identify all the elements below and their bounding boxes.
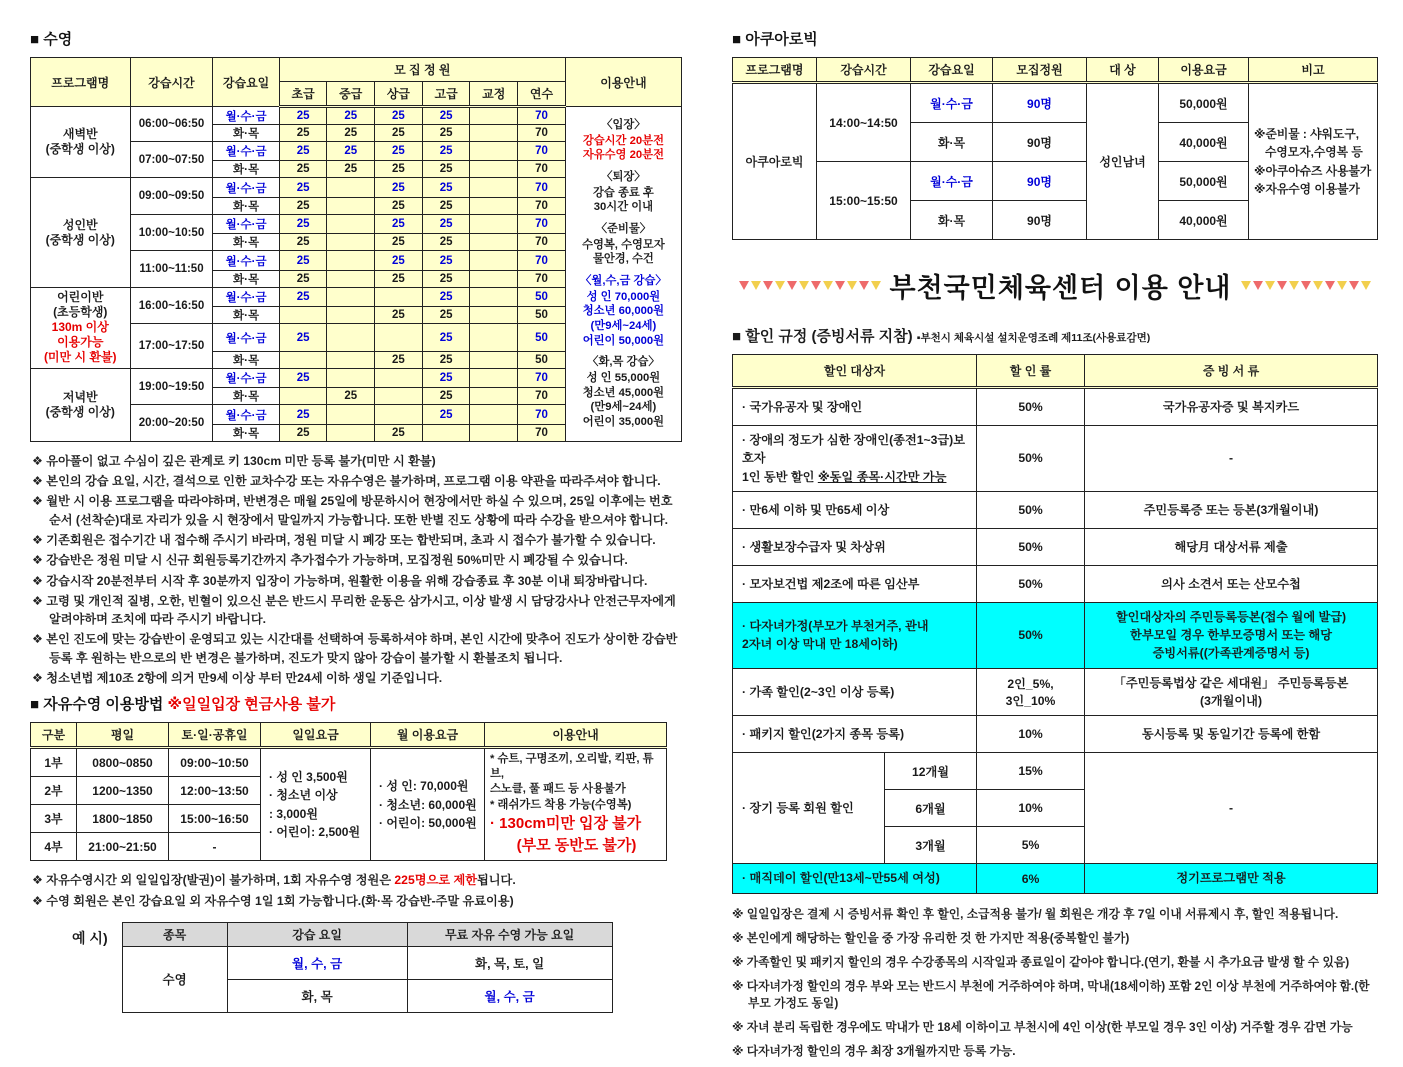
capacity-cell [375, 405, 423, 424]
right-column [732, 24, 1377, 1067]
capacity-cell: 25 [422, 107, 470, 125]
target-cell: · 장애의 정도가 심한 장애인(종전1~3급)보호자 1인 동반 할인 ※동일 종목·시간만 가능 [733, 426, 977, 492]
session-cell: 3부 [31, 805, 77, 833]
header-cell: 토·일·공휴일 [169, 723, 261, 748]
rate-cell: 50% [977, 491, 1085, 528]
capacity-cell: 25 [375, 214, 423, 233]
capacity-cell: 25 [279, 270, 327, 287]
capacity-cell: 25 [422, 161, 470, 178]
day-cell: 월·수·금 [213, 142, 279, 161]
day-cell: 화·목 [213, 234, 279, 251]
header-cell: 증 빙 서 류 [1085, 355, 1378, 388]
daily-fee-cell: · 성 인 3,500원 · 청소년 이상 : 3,000원 · 어린이: 2,500원 [261, 748, 371, 861]
capacity-cell: 25 [375, 178, 423, 197]
capacity-cell: 25 [279, 368, 327, 387]
header-cell: 월 이용요금 [371, 723, 485, 748]
capacity-cell: 25 [422, 270, 470, 287]
capacity-cell [470, 142, 518, 161]
time-cell: 06:00~06:50 [130, 107, 213, 142]
day-cell: 월·수·금 [213, 324, 279, 351]
capacity-cell: 25 [422, 368, 470, 387]
document-cell: - [1085, 753, 1378, 864]
fee-cell: 50,000원 [1159, 162, 1249, 201]
rate-cell: 50% [977, 565, 1085, 602]
day-cell: 월·수·금 [213, 287, 279, 306]
capacity-cell [470, 178, 518, 197]
header-cell: 평일 [77, 723, 169, 748]
capacity-cell: 25 [375, 197, 423, 214]
program-cell: 어린이반 (초등학생) 130m 이상 이용가능 (미만 시 환불) [31, 287, 131, 368]
discount-section-title: ■ 할인 규정 (증빙서류 지참) ▪부천시 체육시설 설치운영조례 제11조(사용료감면) [732, 328, 1151, 345]
note-item: ❖ 강습반은 정원 미달 시 신규 회원등록기간까지 추가접수가 가능하며, 모집정원 50%미만 시 폐강될 수 있습니다. [32, 553, 628, 568]
rate-cell: 50% [977, 388, 1085, 426]
note-item: ❖ 월반 시 이용 프로그램을 따라야하며, 반변경은 매월 25일에 방문하시어 현장에서만 하실 수 있으며, 25일 이후에는 번호 순서 (선착순)대로 자리가 있을 시 현장에서 말일까지 가능합니다. 또한 반별 진도 상황에 따라 수강을 받으셔야 합니다. [32, 494, 673, 527]
time-cell: 11:00~11:50 [130, 251, 213, 287]
capacity-cell [327, 234, 375, 251]
time-cell: 14:00~14:50 [817, 83, 911, 162]
note-item: ❖ 본인 진도에 맞는 강습반이 운영되고 있는 시간대를 선택하여 등록하셔야 하며, 본인 시간에 맞추어 진도가 상이한 강습반 등록 후 원하는 반으로의 반 변경은 불가하며, 진도가 맞지 않아 강습이 불가할 시 환불조치 됩니다. [32, 632, 678, 665]
period-cell: 12개월 [885, 753, 977, 790]
capacity-cell: 50 [518, 324, 566, 351]
triangle-banner-right-icon [1240, 277, 1372, 295]
header-cell: 구분 [31, 723, 77, 748]
header-cell: 비고 [1249, 58, 1378, 83]
header-level: 연수 [518, 82, 566, 107]
document-cell: 주민등록증 또는 등본(3개월이내) [1085, 491, 1378, 528]
header-capacity: 모 집 정 원 [279, 58, 565, 82]
capacity-cell: 70 [518, 214, 566, 233]
capacity-cell [327, 324, 375, 351]
note-item: ※ 일일입장은 결제 시 증빙서류 확인 후 할인, 소급적용 불가/ 월 회원은 개강 후 7일 이내 서류제시 후, 할인 적용됩니다. [732, 906, 1339, 921]
time-cell: 20:00~20:50 [130, 405, 213, 441]
day-cell: 월·수·금 [213, 368, 279, 387]
day-cell: 화·목 [213, 424, 279, 441]
time-cell: 15:00~15:50 [817, 162, 911, 240]
document-cell: 할인대상자의 주민등록등본(접수 월에 발급) 한부모일 경우 한부모증명서 또는 해당 증빙서류((가족관계증명서 등) [1085, 602, 1378, 668]
time-cell: 16:00~16:50 [130, 287, 213, 323]
capacity-cell: 25 [279, 424, 327, 441]
capacity-cell [470, 368, 518, 387]
remark-cell: ※준비물 : 샤워도구, 수영모자,수영복 등 ※아쿠아슈즈 사용불가 ※자유수영 이용불가 [1249, 83, 1378, 240]
capacity-cell: 70 [518, 234, 566, 251]
capacity-cell: 25 [375, 251, 423, 270]
capacity-cell [327, 251, 375, 270]
header-cell: 이용안내 [485, 723, 667, 748]
header-level: 교정 [470, 82, 518, 107]
sport-cell: 수영 [122, 946, 227, 1012]
capacity-cell: 25 [327, 142, 375, 161]
capacity-cell: 70 [518, 125, 566, 142]
free-swim-table [30, 722, 667, 861]
capacity-cell [470, 405, 518, 424]
capacity-cell [470, 234, 518, 251]
capacity-cell: 25 [422, 307, 470, 324]
note-item: ❖ 유아풀이 없고 수심이 깊은 관계로 키 130cm 미만 등록 불가(미만 시 환불) [32, 453, 436, 468]
header-cell: 종목 [122, 922, 227, 946]
main-title-banner [732, 266, 1377, 305]
session-cell: 1부 [31, 748, 77, 777]
fee-cell: 40,000원 [1159, 201, 1249, 240]
header-level: 고급 [422, 82, 470, 107]
capacity-cell: 25 [279, 125, 327, 142]
lesson-days-cell: 월, 수, 금 [227, 946, 407, 979]
program-cell: 성인반 (중학생 이상) [31, 178, 131, 287]
header-cell: 이용요금 [1159, 58, 1249, 83]
session-cell: 2부 [31, 777, 77, 805]
capacity-cell: 25 [279, 251, 327, 270]
capacity-cell: 25 [279, 324, 327, 351]
day-cell: 월·수·금 [213, 178, 279, 197]
capacity-cell: 25 [422, 351, 470, 368]
day-cell: 화·목 [213, 270, 279, 287]
header-cell: 할 인 률 [977, 355, 1085, 388]
note-item: ❖ 수영 회원은 본인 강습요일 외 자유수영 1일 1회 가능합니다.(화·목 강습반-주말 유료이용) [32, 893, 514, 908]
capacity-cell: 90명 [993, 162, 1087, 201]
capacity-cell: 25 [422, 287, 470, 306]
program-cell: 새벽반 (중학생 이상) [31, 107, 131, 178]
header-cell: 무료 자유 수영 가능 요일 [407, 922, 612, 946]
aqua-aerobics-table [732, 57, 1378, 240]
lesson-days-cell: 화, 목 [227, 979, 407, 1012]
header-level: 초급 [279, 82, 327, 107]
capacity-cell [375, 388, 423, 405]
capacity-cell [279, 388, 327, 405]
header-time: 강습시간 [130, 58, 213, 107]
capacity-cell [470, 125, 518, 142]
free-days-cell: 화, 목, 토, 일 [407, 946, 612, 979]
target-cell: · 패키지 할인(2가지 종목 등록) [733, 716, 977, 753]
capacity-cell [327, 287, 375, 306]
example-section [72, 922, 682, 1013]
rate-cell: 10% [977, 716, 1085, 753]
document-cell: 해당月 대상서류 제출 [1085, 528, 1378, 565]
capacity-cell [327, 351, 375, 368]
free-swim-cash-warning: ※일일입장 현금사용 불가 [167, 696, 336, 714]
capacity-cell [375, 287, 423, 306]
header-level: 상급 [375, 82, 423, 107]
capacity-cell: 25 [279, 161, 327, 178]
free-swim-info-cell: * 슈트, 구명조끼, 오리발, 킥판, 튜브, 스노클, 풀 패드 등 사용불가 * 래쉬가드 착용 가능(수영복) · 130cm미만 입장 불가 (부모 동반도 불가) [485, 748, 667, 861]
rate-cell: 5% [977, 827, 1085, 864]
capacity-cell [470, 324, 518, 351]
time-cell: 17:00~17:50 [130, 324, 213, 368]
time-cell: 19:00~19:50 [130, 368, 213, 404]
capacity-cell [470, 424, 518, 441]
header-day: 강습요일 [213, 58, 279, 107]
capacity-cell: 25 [375, 107, 423, 125]
free-swim-notes [32, 871, 682, 910]
target-cell: · 만6세 이하 및 만65세 이상 [733, 491, 977, 528]
day-cell: 월·수·금 [213, 214, 279, 233]
target-cell: · 모자보건법 제2조에 따른 임산부 [733, 565, 977, 602]
discount-ordinance-note: ▪부천시 체육시설 설치운영조례 제11조(사용료감면) [916, 332, 1151, 344]
free-days-cell: 월, 수, 금 [407, 979, 612, 1012]
day-cell: 화·목 [911, 123, 993, 162]
capacity-cell: 70 [518, 197, 566, 214]
swim-section-title: ■ 수영 [30, 31, 73, 48]
capacity-cell: 25 [422, 405, 470, 424]
capacity-cell: 25 [375, 424, 423, 441]
capacity-cell: 25 [279, 234, 327, 251]
capacity-cell: 70 [518, 405, 566, 424]
main-title: 부천국민체육센터 이용 안내 [889, 273, 1232, 303]
capacity-cell: 70 [518, 388, 566, 405]
capacity-cell: 70 [518, 424, 566, 441]
header-cell: 모집정원 [993, 58, 1087, 83]
header-cell: 일일요금 [261, 723, 371, 748]
capacity-cell: 25 [375, 125, 423, 142]
day-cell: 화·목 [213, 351, 279, 368]
header-cell: 프로그램명 [733, 58, 817, 83]
capacity-cell: 25 [422, 178, 470, 197]
capacity-cell [470, 388, 518, 405]
header-cell: 강습 요일 [227, 922, 407, 946]
capacity-cell: 25 [375, 270, 423, 287]
header-info: 이용안내 [565, 58, 681, 107]
document-cell: 정기프로그램만 적용 [1085, 864, 1378, 893]
document-cell: - [1085, 426, 1378, 492]
period-cell: 3개월 [885, 827, 977, 864]
day-cell: 화·목 [213, 307, 279, 324]
capacity-cell [327, 405, 375, 424]
header-cell: 할인 대상자 [733, 355, 977, 388]
capacity-cell [470, 307, 518, 324]
capacity-cell [470, 251, 518, 270]
header-program: 프로그램명 [31, 58, 131, 107]
header-cell: 강습시간 [817, 58, 911, 83]
day-cell: 화·목 [213, 161, 279, 178]
capacity-cell: 90명 [993, 123, 1087, 162]
capacity-cell: 25 [279, 197, 327, 214]
note-item: ❖ 본인의 강습 요일, 시간, 결석으로 인한 교차수강 또는 자유수영은 불가하며, 프로그램 이용 약관을 따라주셔야 합니다. [32, 474, 661, 489]
weekend-time-cell: 12:00~13:50 [169, 777, 261, 805]
capacity-cell: 25 [375, 161, 423, 178]
capacity-cell: 70 [518, 368, 566, 387]
capacity-cell: 25 [422, 214, 470, 233]
document-cell: 동시등록 및 동일기간 등록에 한함 [1085, 716, 1378, 753]
note-item: ❖ 강습시작 20분전부터 시작 후 30분까지 입장이 가능하며, 원활한 이용을 위해 강습종료 후 30분 이내 퇴장바랍니다. [32, 573, 648, 588]
weekend-time-cell: - [169, 833, 261, 861]
capacity-cell [470, 270, 518, 287]
day-cell: 월·수·금 [213, 251, 279, 270]
capacity-cell [375, 324, 423, 351]
capacity-cell [470, 161, 518, 178]
program-cell: 아쿠아로빅 [733, 83, 817, 240]
capacity-cell [279, 307, 327, 324]
fee-cell: 50,000원 [1159, 83, 1249, 123]
time-cell: 09:00~09:50 [130, 178, 213, 214]
weekend-time-cell: 09:00~10:50 [169, 748, 261, 777]
document-cell: 「주민등록법상 같은 세대원」 주민등록등본 (3개월이내) [1085, 668, 1378, 716]
capacity-cell: 25 [422, 197, 470, 214]
capacity-cell: 70 [518, 161, 566, 178]
capacity-cell: 25 [327, 388, 375, 405]
note-item: ※ 다자녀가정 할인의 경우 최장 3개월까지만 등록 가능. [732, 1044, 1016, 1059]
target-cell: · 장기 등록 회원 할인 [733, 753, 885, 864]
capacity-cell: 25 [279, 405, 327, 424]
note-item: ※ 자녀 분리 독립한 경우에도 막내가 만 18세 이하이고 부천시에 4인 이상(한 부모일 경우 3인 이상) 거주할 경우 감면 가능 [732, 1020, 1353, 1035]
capacity-cell: 25 [375, 142, 423, 161]
day-cell: 월·수·금 [213, 405, 279, 424]
capacity-cell: 50 [518, 307, 566, 324]
capacity-cell: 25 [375, 351, 423, 368]
note-item: ❖ 청소년법 제10조 2항에 의거 만9세 이상 부터 만24세 이하 생일 기준입니다. [32, 671, 443, 686]
capacity-cell: 25 [422, 234, 470, 251]
capacity-cell [327, 197, 375, 214]
target-cell: · 가족 할인(2~3인 이상 등록) [733, 668, 977, 716]
header-cell: 강습요일 [911, 58, 993, 83]
note-item: ❖ 자유수영시간 외 일일입장(발권)이 불가하며, 1회 자유수영 정원은 225명으로 제한됩니다. [32, 873, 516, 888]
program-cell: 저녁반 (중학생 이상) [31, 368, 131, 441]
capacity-cell: 50 [518, 287, 566, 306]
capacity-cell: 25 [375, 307, 423, 324]
period-cell: 6개월 [885, 790, 977, 827]
capacity-cell [470, 351, 518, 368]
free-swim-section-title: ■ 자유수영 이용방법 ※일일입장 현금사용 불가 [30, 696, 336, 714]
target-cell: · 국가유공자 및 장애인 [733, 388, 977, 426]
capacity-cell [327, 307, 375, 324]
target-cell: · 매직데이 할인(만13세~만55세 여성) [733, 864, 977, 893]
fee-cell: 40,000원 [1159, 123, 1249, 162]
day-cell: 화·목 [213, 197, 279, 214]
note-item: ※ 본인에게 해당하는 할인을 중 가장 유리한 것 한 가지만 적용(중복할인 불가) [732, 930, 1130, 945]
rate-cell: 15% [977, 753, 1085, 790]
capacity-cell [327, 424, 375, 441]
capacity-cell [327, 214, 375, 233]
rate-cell: 6% [977, 864, 1085, 893]
aqua-section-title: ■ 아쿠아로빅 [732, 31, 818, 48]
weekday-time-cell: 1800~1850 [77, 805, 169, 833]
capacity-cell: 25 [279, 214, 327, 233]
monthly-fee-cell: · 성 인: 70,000원 · 청소년: 60,000원 · 어린이: 50,000원 [371, 748, 485, 861]
capacity-cell: 25 [422, 324, 470, 351]
day-cell: 화·목 [213, 125, 279, 142]
rate-cell: 50% [977, 528, 1085, 565]
time-cell: 07:00~07:50 [130, 142, 213, 178]
rate-cell: 2인_5%, 3인_10% [977, 668, 1085, 716]
weekend-time-cell: 15:00~16:50 [169, 805, 261, 833]
capacity-cell [422, 424, 470, 441]
capacity-cell [375, 368, 423, 387]
target-cell: · 다자녀가정(부모가 부천거주, 관내 2자녀 이상 막내 만 18세이하) [733, 602, 977, 668]
capacity-cell: 70 [518, 178, 566, 197]
capacity-cell: 25 [327, 107, 375, 125]
capacity-cell [470, 287, 518, 306]
capacity-cell: 25 [279, 178, 327, 197]
capacity-cell: 25 [327, 125, 375, 142]
swim-notes [32, 452, 682, 688]
target-cell: · 생활보장수급자 및 차상위 [733, 528, 977, 565]
capacity-cell [327, 270, 375, 287]
session-cell: 4부 [31, 833, 77, 861]
capacity-cell: 70 [518, 142, 566, 161]
header-cell: 대 상 [1087, 58, 1159, 83]
time-cell: 10:00~10:50 [130, 214, 213, 250]
day-cell: 월·수·금 [911, 162, 993, 201]
capacity-cell: 25 [279, 287, 327, 306]
capacity-cell: 25 [422, 388, 470, 405]
capacity-cell: 70 [518, 251, 566, 270]
header-level: 중급 [327, 82, 375, 107]
note-item: ※ 다자녀가정 할인의 경우 부와 모는 반드시 부천에 거주하여야 하며, 막내(18세이하) 포함 2인 이상 부천에 거주하여야 함.(한부모 가정도 동일) [732, 978, 1370, 1011]
discount-notes [732, 906, 1377, 1061]
capacity-cell: 25 [422, 251, 470, 270]
capacity-cell: 70 [518, 107, 566, 125]
capacity-cell: 90명 [993, 201, 1087, 240]
swim-schedule-table [30, 57, 682, 442]
note-item: ❖ 고령 및 개인적 질병, 오한, 빈혈이 있으신 분은 반드시 무리한 운동은 삼가시고, 이상 발생 시 담당강사나 안전근무자에게 알려야하며 조치에 따라 주시기 바랍니다. [32, 593, 676, 627]
example-table [122, 922, 613, 1013]
capacity-cell: 70 [518, 270, 566, 287]
capacity-cell [327, 178, 375, 197]
capacity-cell: 25 [375, 234, 423, 251]
note-item: ※ 가족할인 및 패키지 할인의 경우 수강종목의 시작일과 종료일이 같아야 합니다.(연기, 환불 시 추가요금 발생 할 수 있음) [732, 954, 1350, 969]
document-cell: 의사 소견서 또는 산모수첩 [1085, 565, 1378, 602]
weekday-time-cell: 1200~1350 [77, 777, 169, 805]
rate-cell: 10% [977, 790, 1085, 827]
target-cell: 성인남녀 [1087, 83, 1159, 240]
capacity-cell [327, 368, 375, 387]
document-cell: 국가유공자증 및 복지카드 [1085, 388, 1378, 426]
weekday-time-cell: 21:00~21:50 [77, 833, 169, 861]
day-cell: 화·목 [213, 388, 279, 405]
capacity-cell: 25 [422, 125, 470, 142]
rate-cell: 50% [977, 426, 1085, 492]
day-cell: 월·수·금 [213, 107, 279, 125]
left-column [30, 24, 682, 1067]
discount-table [732, 354, 1378, 894]
capacity-cell [279, 351, 327, 368]
capacity-cell: 25 [327, 161, 375, 178]
day-cell: 월·수·금 [911, 83, 993, 123]
weekday-time-cell: 0800~0850 [77, 748, 169, 777]
swim-info-cell: 〈입장〉 강습시간 20분전 자유수영 20분전 〈퇴장〉 강습 종료 후 30시간 이내 〈준비물〉 수영복, 수영모자 물안경, 수건 〈월,수,금 강습〉 성 인 70,000원 청소년 60,000원 (만9세~24세) 어린이 50,000원 〈화,목 강습〉 성 인 55,000원 청소년 45,000원 (만9세~24세) 어린이 35,000원 [565, 107, 681, 442]
example-label: 예 시) [72, 929, 108, 946]
capacity-cell: 25 [279, 107, 327, 125]
rate-cell: 50% [977, 602, 1085, 668]
capacity-cell: 50 [518, 351, 566, 368]
capacity-cell [470, 197, 518, 214]
note-item: ❖ 기존회원은 접수기간 내 접수해 주시기 바라며, 정원 미달 시 폐강 또는 합반되며, 초과 시 접수가 불가할 수 있습니다. [32, 532, 656, 547]
capacity-cell [470, 107, 518, 125]
capacity-cell: 25 [422, 142, 470, 161]
triangle-banner-left-icon [738, 277, 882, 295]
capacity-cell: 25 [279, 142, 327, 161]
capacity-cell: 90명 [993, 83, 1087, 123]
day-cell: 화·목 [911, 201, 993, 240]
capacity-cell [470, 214, 518, 233]
